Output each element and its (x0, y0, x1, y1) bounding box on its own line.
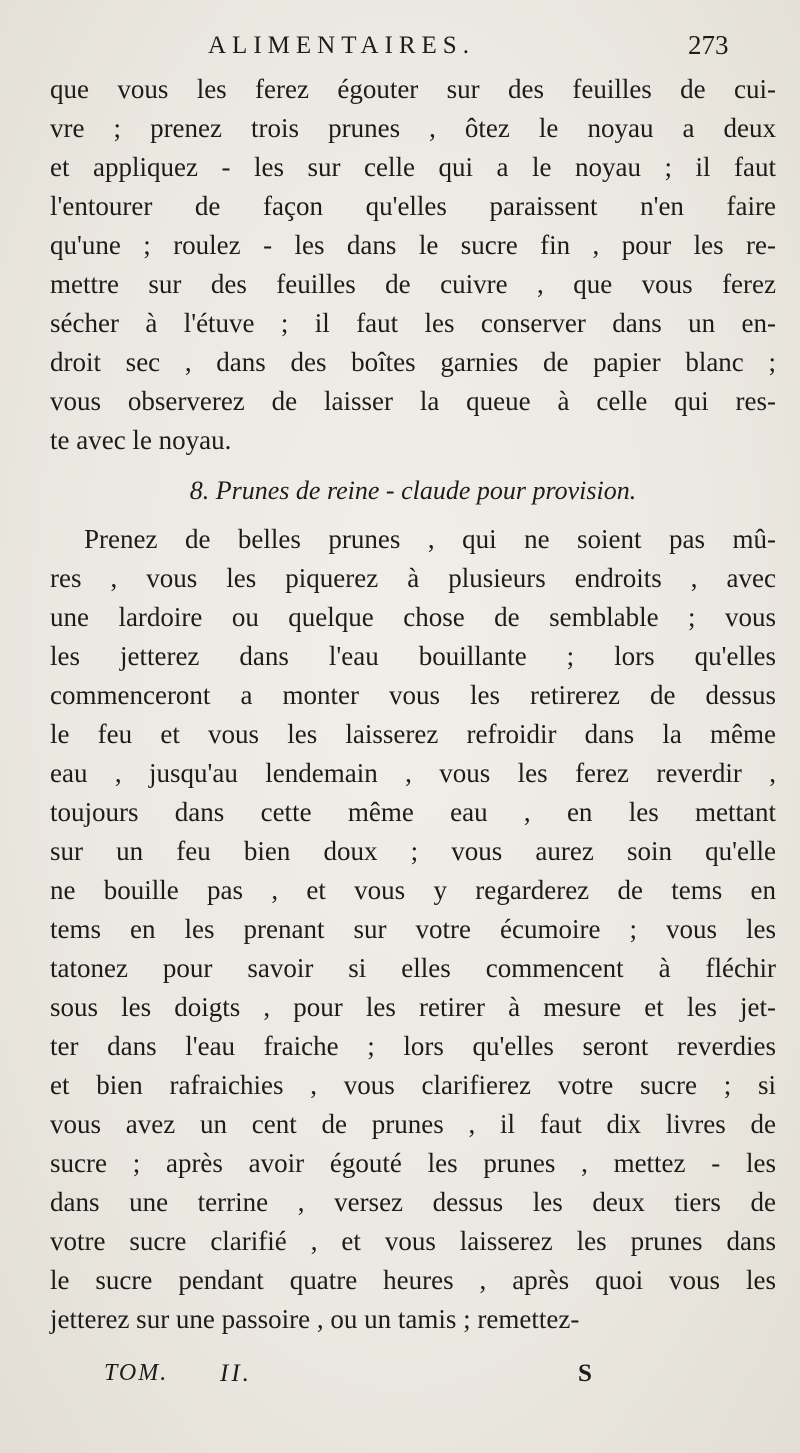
text-block (50, 70, 776, 1339)
text-line: sur un feu bien doux ; vous aurez soin qu'elle (50, 836, 776, 866)
running-head (0, 28, 800, 68)
paragraph-recipe (50, 520, 776, 1339)
text-line: mettre sur des feuilles de cuivre , que vous ferez (50, 269, 776, 299)
text-line: et bien rafraichies , vous clarifierez votre sucre ; si (50, 1070, 776, 1100)
running-title: ALIMENTAIRES. (208, 32, 475, 59)
paragraph-continued (50, 70, 776, 460)
text-line: l'entourer de façon qu'elles paraissent n'en faire (50, 191, 776, 221)
text-line: eau , jusqu'au lendemain , vous les ferez reverdir , (50, 758, 776, 788)
page-number: 273 (688, 30, 729, 60)
text-line: le sucre pendant quatre heures , après quoi vous les (50, 1265, 776, 1295)
text-line: les jetterez dans l'eau bouillante ; lors qu'elles (50, 641, 776, 671)
text-line: tems en les prenant sur votre écumoire ; vous les (50, 914, 776, 944)
text-line: le feu et vous les laisserez refroidir dans la même (50, 719, 776, 749)
text-line: sucre ; après avoir égouté les prunes , mettez - les (50, 1148, 776, 1178)
text-line: sécher à l'étuve ; il faut les conserver dans un en- (50, 308, 776, 338)
text-line: commenceront a monter vous les retirerez de dessus (50, 680, 776, 710)
text-line: Prenez de belles prunes , qui ne soient pas mû- (84, 524, 776, 554)
text-line: droit sec , dans des boîtes garnies de papier blanc ; (50, 347, 776, 377)
text-line: que vous les ferez égouter sur des feuilles de cui- (50, 74, 776, 104)
text-line: res , vous les piquerez à plusieurs endroits , avec (50, 563, 776, 593)
text-line: jetterez sur une passoire , ou un tamis ; remettez- (50, 1304, 580, 1334)
text-line: ter dans l'eau fraiche ; lors qu'elles seront reverdies (50, 1031, 776, 1061)
text-line: vous observerez de laisser la queue à celle qui res- (50, 386, 776, 416)
text-line: ne bouille pas , et vous y regarderez de tems en (50, 875, 776, 905)
text-line: sous les doigts , pour les retirer à mesure et les jet- (50, 992, 776, 1022)
text-line: toujours dans cette même eau , en les mettant (50, 797, 776, 827)
text-line: votre sucre clarifié , et vous laisserez les prunes dans (50, 1226, 776, 1256)
footer-tome: TOM. (104, 1360, 169, 1386)
text-line: tatonez pour savoir si elles commencent à fléchir (50, 953, 776, 983)
footer-volume: II. (220, 1360, 252, 1387)
text-line: vre ; prenez trois prunes , ôtez le noyau a deux (50, 113, 776, 143)
text-line: qu'une ; roulez - les dans le sucre fin , pour les re- (50, 230, 776, 260)
text-line: une lardoire ou quelque chose de semblable ; vous (50, 602, 776, 632)
page-footer (0, 1360, 800, 1400)
signature-mark: S (578, 1360, 592, 1387)
text-line: et appliquez - les sur celle qui a le noyau ; il faut (50, 152, 776, 182)
text-line: dans une terrine , versez dessus les deux tiers de (50, 1187, 776, 1217)
text-line: vous avez un cent de prunes , il faut dix livres de (50, 1109, 776, 1139)
section-heading: 8. Prunes de reine - claude pour provision. (189, 476, 637, 505)
text-line: te avec le noyau. (50, 425, 232, 455)
